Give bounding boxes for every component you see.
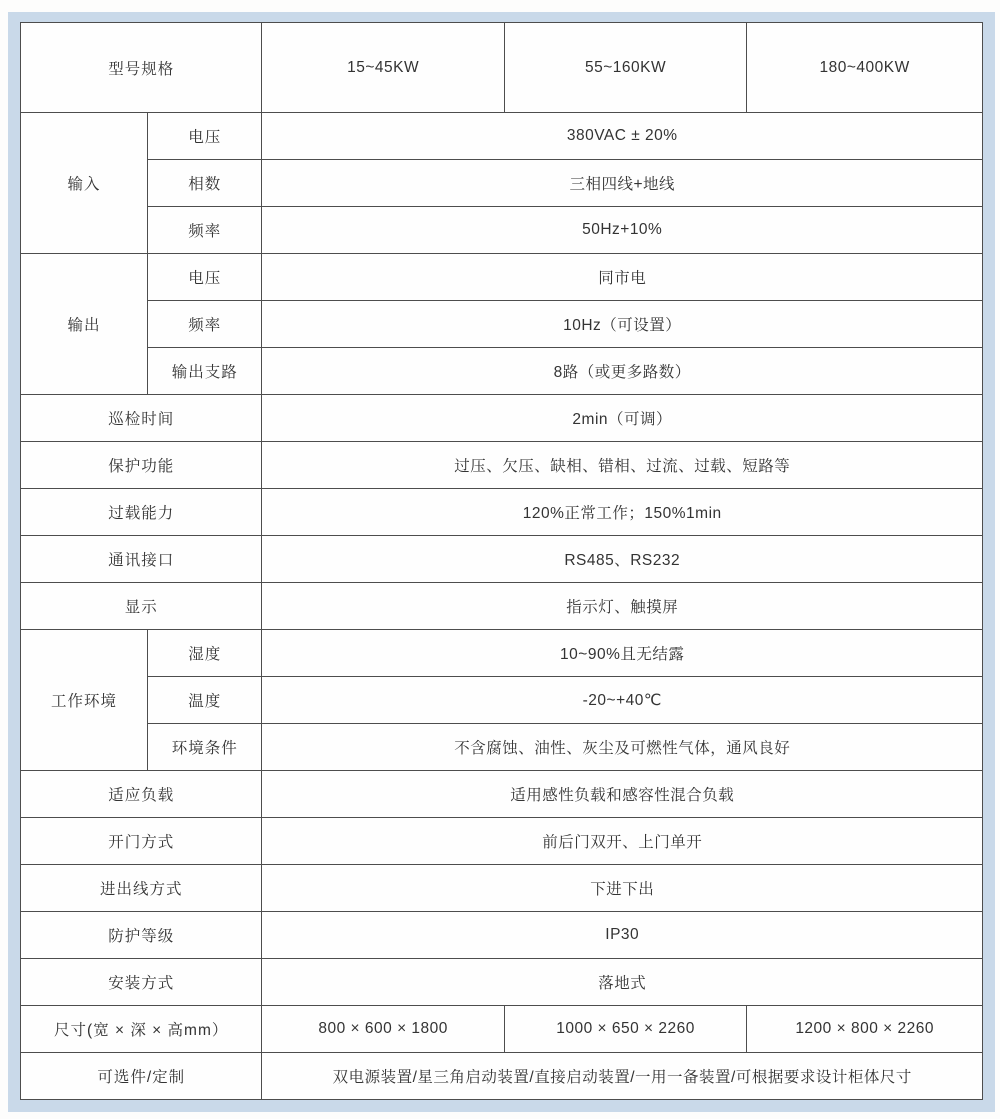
table-row-output-frequency bbox=[21, 301, 983, 348]
table-row-patrol-time bbox=[21, 395, 983, 442]
row-label: 环境条件 bbox=[147, 724, 261, 771]
row-value: RS485、RS232 bbox=[262, 536, 983, 583]
row-label: 防护等级 bbox=[21, 912, 262, 959]
group-label-output: 输出 bbox=[21, 254, 148, 395]
table-row-overload bbox=[21, 489, 983, 536]
row-value: 380VAC ± 20% bbox=[262, 113, 983, 160]
spec-table bbox=[20, 22, 983, 1100]
table-row-cable-entry bbox=[21, 865, 983, 912]
row-value: 10Hz（可设置） bbox=[262, 301, 983, 348]
row-value: 120%正常工作；150%1min bbox=[262, 489, 983, 536]
table-frame bbox=[8, 12, 995, 1112]
row-label: 电压 bbox=[147, 254, 261, 301]
header-col-55-160kw: 55~160KW bbox=[504, 23, 746, 113]
row-label: 可选件/定制 bbox=[21, 1053, 262, 1100]
group-label-environment: 工作环境 bbox=[21, 630, 148, 771]
row-label: 湿度 bbox=[147, 630, 261, 677]
table-row-install-mode bbox=[21, 959, 983, 1006]
table-row-input-frequency bbox=[21, 207, 983, 254]
table-row-display bbox=[21, 583, 983, 630]
row-value: 2min（可调） bbox=[262, 395, 983, 442]
row-value: -20~+40℃ bbox=[262, 677, 983, 724]
table-row-output-voltage bbox=[21, 254, 983, 301]
table-row-output-branches bbox=[21, 348, 983, 395]
row-label: 尺寸(宽 × 深 × 高mm） bbox=[21, 1006, 262, 1053]
row-label: 开门方式 bbox=[21, 818, 262, 865]
row-value: 双电源装置/星三角启动装置/直接启动装置/一用一备装置/可根据要求设计柜体尺寸 bbox=[262, 1053, 983, 1100]
header-model-label: 型号规格 bbox=[21, 23, 262, 113]
group-label-input: 输入 bbox=[21, 113, 148, 254]
row-value: 三相四线+地线 bbox=[262, 160, 983, 207]
row-value: 过压、欠压、缺相、错相、过流、过载、短路等 bbox=[262, 442, 983, 489]
row-value: 同市电 bbox=[262, 254, 983, 301]
table-row-env-conditions bbox=[21, 724, 983, 771]
dimension-value-medium: 1000 × 650 × 2260 bbox=[504, 1006, 746, 1053]
row-label: 相数 bbox=[147, 160, 261, 207]
row-label: 电压 bbox=[147, 113, 261, 160]
table-row-temperature bbox=[21, 677, 983, 724]
row-value: 指示灯、触摸屏 bbox=[262, 583, 983, 630]
table-row-protection-grade bbox=[21, 912, 983, 959]
row-value: 下进下出 bbox=[262, 865, 983, 912]
row-value: 落地式 bbox=[262, 959, 983, 1006]
row-label: 频率 bbox=[147, 207, 261, 254]
dimension-value-small: 800 × 600 × 1800 bbox=[262, 1006, 504, 1053]
table-row-dimensions bbox=[21, 1006, 983, 1053]
row-value: 8路（或更多路数） bbox=[262, 348, 983, 395]
row-label: 通讯接口 bbox=[21, 536, 262, 583]
table-row-load-type bbox=[21, 771, 983, 818]
row-label: 进出线方式 bbox=[21, 865, 262, 912]
row-value: IP30 bbox=[262, 912, 983, 959]
row-label: 频率 bbox=[147, 301, 261, 348]
table-row-input-voltage bbox=[21, 113, 983, 160]
row-label: 输出支路 bbox=[147, 348, 261, 395]
row-label: 温度 bbox=[147, 677, 261, 724]
row-value: 10~90%且无结露 bbox=[262, 630, 983, 677]
table-row-input-phases bbox=[21, 160, 983, 207]
row-value: 前后门双开、上门单开 bbox=[262, 818, 983, 865]
table-row-protection bbox=[21, 442, 983, 489]
row-label: 适应负载 bbox=[21, 771, 262, 818]
row-value: 适用感性负载和感容性混合负载 bbox=[262, 771, 983, 818]
header-row bbox=[21, 23, 983, 113]
row-label: 巡检时间 bbox=[21, 395, 262, 442]
header-col-15-45kw: 15~45KW bbox=[262, 23, 504, 113]
table-row-comm-interface bbox=[21, 536, 983, 583]
row-label: 安装方式 bbox=[21, 959, 262, 1006]
table-row-options bbox=[21, 1053, 983, 1100]
header-col-180-400kw: 180~400KW bbox=[747, 23, 983, 113]
row-value: 50Hz+10% bbox=[262, 207, 983, 254]
table-row-humidity bbox=[21, 630, 983, 677]
row-value: 不含腐蚀、油性、灰尘及可燃性气体，通风良好 bbox=[262, 724, 983, 771]
row-label: 保护功能 bbox=[21, 442, 262, 489]
dimension-value-large: 1200 × 800 × 2260 bbox=[747, 1006, 983, 1053]
row-label: 显示 bbox=[21, 583, 262, 630]
row-label: 过载能力 bbox=[21, 489, 262, 536]
table-row-door-mode bbox=[21, 818, 983, 865]
